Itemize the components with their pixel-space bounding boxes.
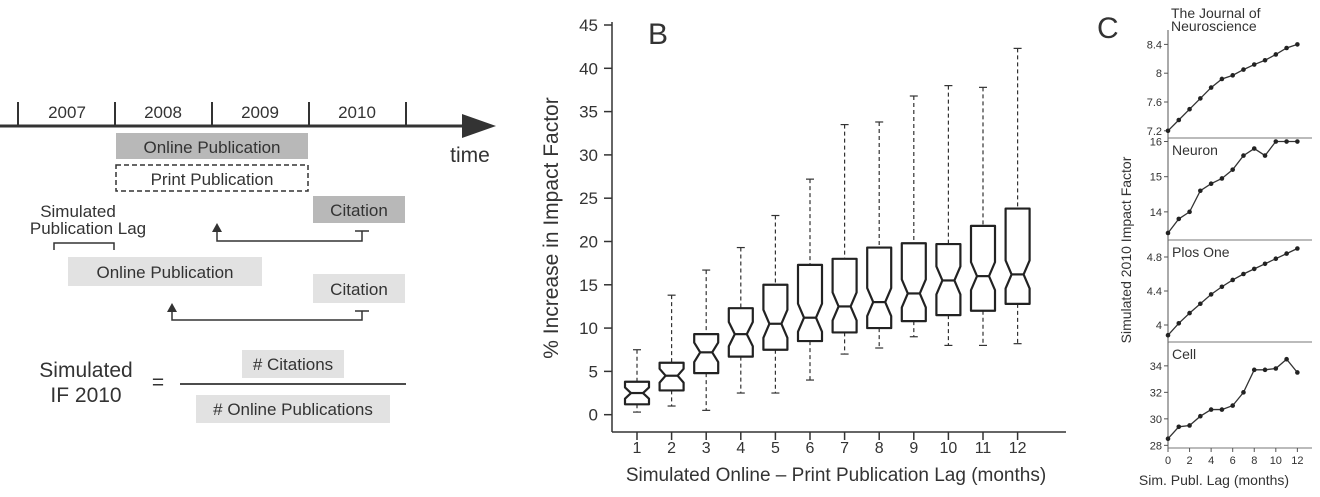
box-plot [867,122,891,348]
data-point [1284,357,1289,362]
data-point [1295,42,1300,47]
data-point [1166,129,1171,134]
x-tick-label-c: 0 [1164,455,1172,467]
y-tick-label-c: 30 [1149,413,1162,426]
box-plot [729,248,753,393]
y-tick-label-c: 7.6 [1146,97,1162,109]
subplot [1150,342,1312,452]
panel-a-formula [39,350,406,423]
x-tick-label-b: 11 [974,440,992,457]
notched-box [1006,209,1030,304]
subplot [1150,137,1312,240]
formula-lhs: IF 2010 [50,384,122,407]
data-point [1187,311,1192,316]
citation-arrow-bottom [172,310,362,320]
x-tick-label-b: 3 [701,440,711,457]
x-tick-label-b: 9 [909,440,919,457]
x-tick-label-b: 12 [1008,440,1027,457]
data-point [1295,246,1300,251]
series-name: Cell [1172,346,1197,362]
series-name: The Journal of [1171,5,1261,21]
y-tick-label-c: 14 [1149,206,1162,219]
box-plot [694,270,718,410]
x-ticks-c [1165,448,1304,467]
series-line [1168,359,1297,439]
data-point [1198,96,1203,101]
x-tick-label-b: 2 [667,440,677,457]
data-point [1198,188,1203,193]
x-tick-label-b: 8 [874,440,884,457]
data-point [1295,370,1300,375]
panel-b [540,16,1066,486]
y-axis-label-b: % Increase in Impact Factor [540,97,563,359]
notched-box [798,265,822,341]
series-line [1168,44,1297,130]
box-plot [625,350,649,412]
box-plot [971,87,995,345]
series-name: Plos One [1172,244,1230,260]
year-label: 2010 [338,103,376,122]
data-point [1252,146,1257,151]
x-tick-label-b: 4 [736,440,746,457]
x-tick-label-c: 12 [1291,455,1304,467]
series-line [1168,249,1297,336]
data-point [1198,414,1203,419]
formula-lhs: Simulated [39,359,133,382]
x-axis-label-b: Simulated Online – Print Publication Lag (months) [625,465,1047,486]
data-point [1187,107,1192,112]
panel-a-boxes [30,133,405,320]
citation-label-bottom: Citation [330,280,388,299]
time-label: time [450,144,490,167]
data-point [1230,278,1235,283]
online-publication-label-bottom: Online Publication [96,263,234,282]
data-point [1241,67,1246,72]
x-tick-label-c: 4 [1208,455,1215,467]
data-point [1176,425,1181,430]
y-tick-label-b: 40 [579,59,598,79]
y-tick-label-b: 25 [579,189,598,209]
data-point [1209,85,1214,90]
data-point [1274,366,1279,371]
lag-bracket [54,243,114,250]
box-plot [902,96,926,337]
y-tick-label-c: 8 [1155,68,1162,81]
data-point [1295,139,1300,144]
series-name: Neuroscience [1171,18,1257,34]
data-point [1166,333,1171,338]
data-point [1230,167,1235,172]
data-point [1176,321,1181,326]
data-point [1241,390,1246,395]
y-tick-label-c: 4.8 [1146,252,1162,264]
x-tick-label-b: 6 [805,440,815,457]
data-point [1241,272,1246,277]
data-point [1274,139,1279,144]
y-tick-label-b: 20 [579,232,598,252]
subplot [1147,5,1312,138]
y-tick-label-b: 5 [588,362,598,382]
data-point [1220,407,1225,412]
formula-numerator: # Citations [252,355,334,374]
data-point [1166,231,1171,236]
data-point [1284,139,1289,144]
data-point [1209,181,1214,186]
y-tick-label-c: 34 [1149,360,1162,373]
box-plot [660,295,684,406]
data-point [1284,46,1289,51]
notched-box [833,259,857,333]
y-tick-label-b: 45 [579,16,598,35]
data-point [1187,423,1192,428]
y-tick-label-c: 15 [1149,171,1162,184]
panel-b-letter: B [648,18,669,51]
x-tick-label-b: 5 [770,440,780,457]
data-point [1198,301,1203,306]
notched-box [867,248,891,329]
y-tick-label-c: 8.4 [1146,39,1162,52]
data-point [1241,153,1246,158]
year-label: 2009 [241,103,279,122]
timeline-arrow-head [462,114,496,138]
panel-c [1097,5,1312,488]
x-tick-label-b: 1 [632,440,642,457]
box-plot [798,179,822,380]
x-tick-label-c: 10 [1269,455,1282,467]
citation-label-top: Citation [330,201,388,220]
data-point [1220,284,1225,289]
data-point [1176,217,1181,222]
y-tick-label-b: 10 [579,319,598,339]
data-point [1284,251,1289,256]
notched-box [902,243,926,321]
y-axis-label-c: Simulated 2010 Impact Factor [1118,156,1134,344]
data-point [1263,262,1268,267]
y-tick-label-c: 32 [1149,387,1162,400]
y-tick-label-c: 16 [1149,136,1162,149]
y-tick-label-b: 35 [579,102,598,122]
box-plot [763,216,787,394]
simulated-lag-label: Publication Lag [29,219,147,238]
data-point [1176,118,1181,123]
notched-box [729,308,753,356]
data-point [1263,58,1268,63]
data-point [1166,436,1171,441]
panel-c-letter: C [1097,12,1119,45]
x-tick-label-b: 7 [840,440,850,457]
data-point [1230,403,1235,408]
data-point [1187,210,1192,215]
data-point [1220,77,1225,82]
year-label: 2007 [48,103,86,122]
notched-box [694,334,718,373]
x-tick-label-c: 6 [1229,455,1236,467]
data-point [1230,73,1235,78]
year-label: 2008 [144,103,182,122]
data-point [1263,153,1268,158]
citation-arrow-top [217,230,362,241]
series-name: Neuron [1172,142,1218,158]
box-series [625,48,1030,412]
box-plot [936,86,960,346]
formula-equals: = [151,371,165,394]
citation-arrow-bottom-head [167,303,177,312]
subplot [1147,240,1312,342]
data-point [1209,407,1214,412]
box-plot [833,125,857,354]
line-subplots [1147,5,1312,452]
citation-arrow-top-head [212,223,222,232]
data-point [1252,368,1257,373]
y-tick-label-c: 7.2 [1146,125,1162,138]
data-point [1209,292,1214,297]
data-point [1274,256,1279,261]
data-point [1252,62,1257,67]
notched-box [971,226,995,311]
notched-box [763,285,787,350]
online-publication-label-top: Online Publication [143,138,281,157]
y-tick-label-c: 4.4 [1146,286,1162,298]
y-tick-label-c: 4 [1155,320,1162,332]
data-point [1220,176,1225,181]
data-point [1263,368,1268,373]
x-tick-label-c: 8 [1251,455,1258,467]
simulated-lag-label: Simulated [40,202,116,221]
x-axis-label-c: Sim. Publ. Lag (months) [1138,472,1290,488]
y-tick-label-c: 28 [1149,440,1162,453]
x-ticks-b [633,432,1027,457]
y-tick-label-b: 30 [579,145,598,165]
data-point [1252,267,1257,272]
box-plot [1006,48,1030,343]
x-tick-label-c: 2 [1186,455,1193,467]
y-ticks-b [579,16,612,425]
print-publication-label: Print Publication [150,170,274,189]
formula-denominator: # Online Publications [213,400,373,419]
data-point [1274,52,1279,57]
y-tick-label-b: 0 [588,405,598,425]
y-tick-label-b: 15 [579,275,598,295]
x-tick-label-b: 10 [939,440,958,457]
